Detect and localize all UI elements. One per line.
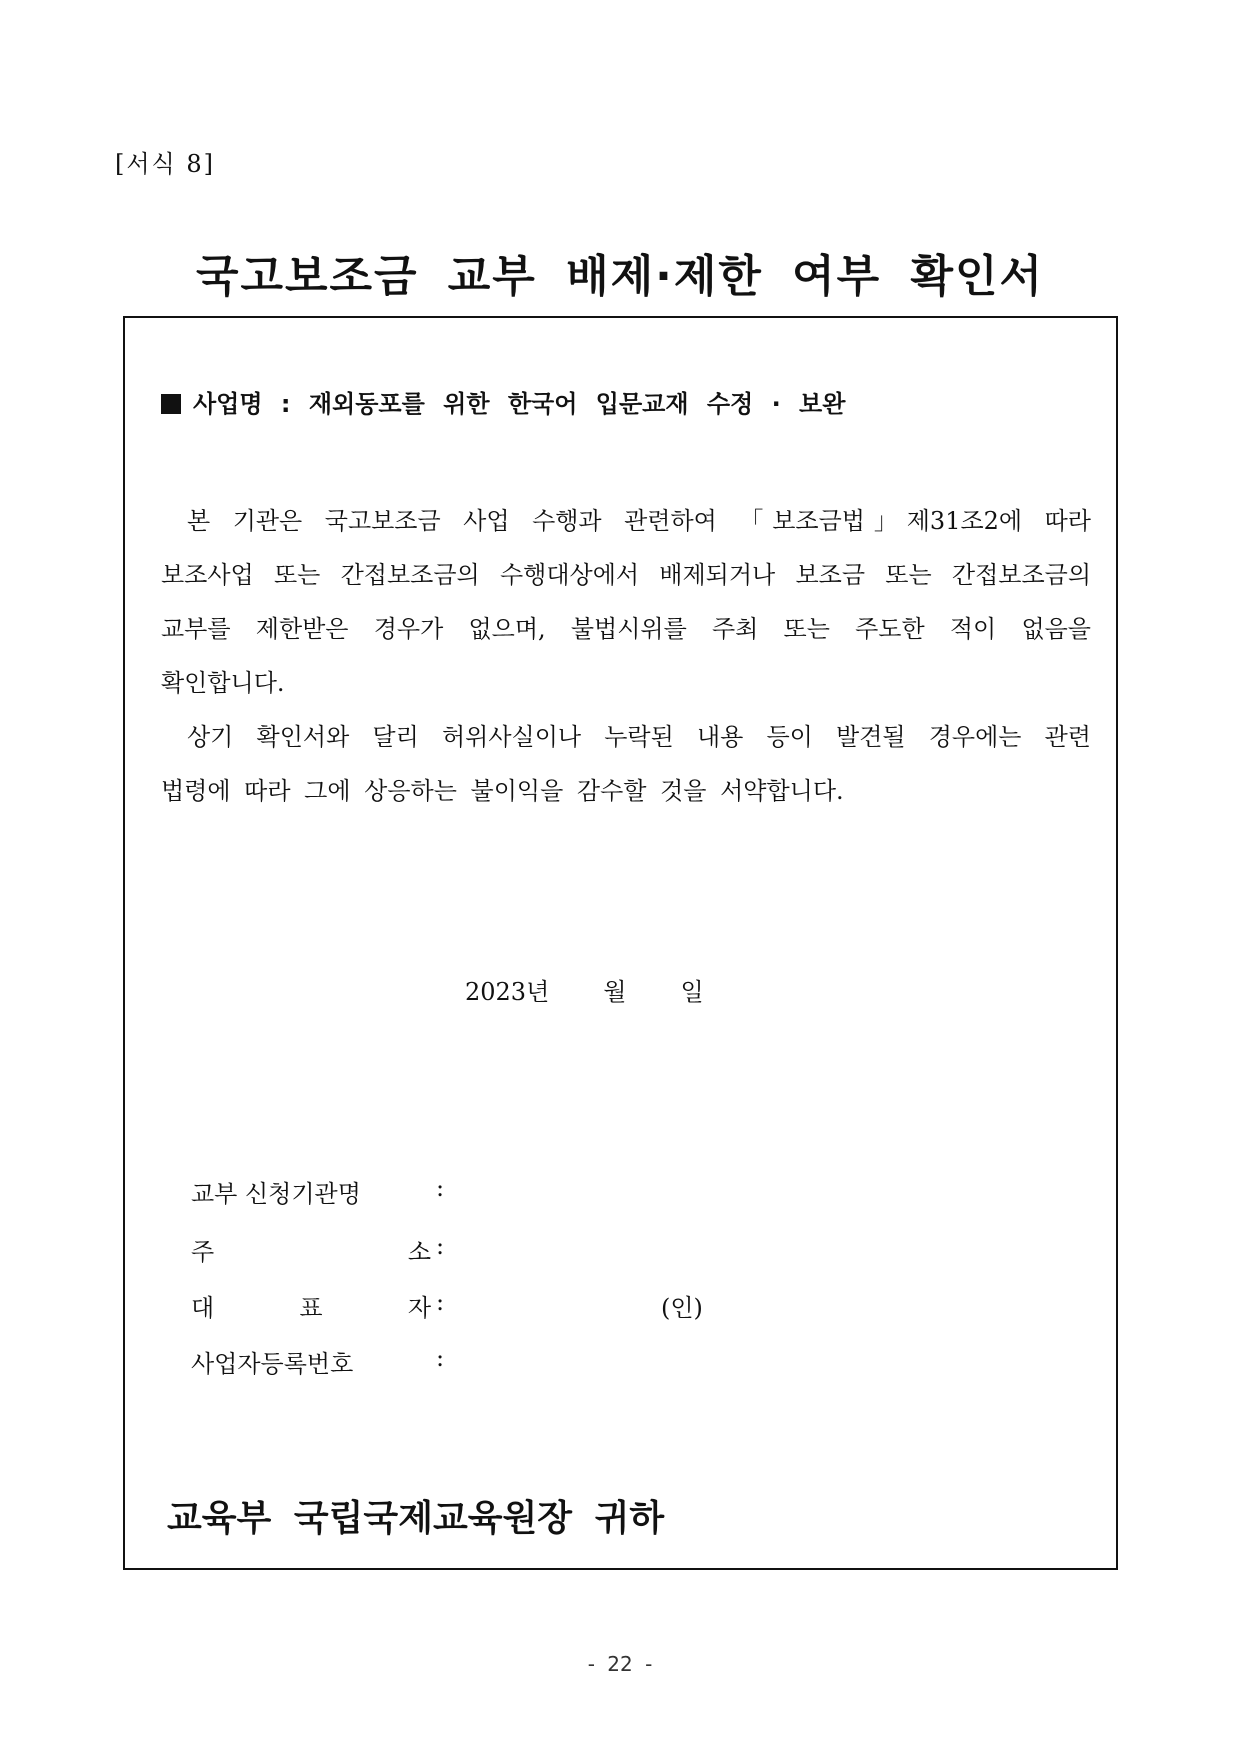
statement-paragraph-1 bbox=[161, 494, 1091, 710]
label-char: 자 bbox=[407, 1294, 431, 1322]
label-char: 대 bbox=[191, 1294, 215, 1322]
square-bullet-icon bbox=[161, 394, 181, 414]
project-label: 사업명 : 재외동포를 위한 한국어 입문교재 수정 · 보완 bbox=[193, 390, 846, 418]
statement-line: 교부를 제한받은 경우가 없으며, 불법시위를 주최 또는 주도한 적이 없음을 bbox=[161, 615, 1091, 643]
date-year: 2023년 bbox=[465, 978, 550, 1006]
document-title: 국고보조금 교부 배제·제한 여부 확인서 bbox=[195, 251, 1045, 302]
field-colon: : bbox=[436, 1288, 445, 1316]
form-number: [서식 8] bbox=[115, 150, 215, 178]
statement-line: 상기 확인서와 달리 허위사실이나 누락된 내용 등이 발견될 경우에는 관련 bbox=[187, 723, 1091, 751]
label-char: 표 bbox=[299, 1294, 323, 1322]
form-box bbox=[123, 316, 1118, 1570]
project-name bbox=[161, 384, 845, 419]
field-label bbox=[191, 1232, 431, 1267]
field-label: 교부 신청기관명 bbox=[191, 1180, 361, 1208]
statement-paragraph-2 bbox=[161, 710, 1091, 818]
field-colon: : bbox=[436, 1174, 445, 1202]
field-label bbox=[191, 1288, 431, 1323]
field-label: 사업자등록번호 bbox=[191, 1350, 354, 1378]
label-char: 소 bbox=[407, 1238, 431, 1266]
statement-line: 확인합니다. bbox=[161, 669, 285, 697]
date-day: 일 bbox=[680, 978, 704, 1006]
page-number: - 22 - bbox=[587, 1652, 653, 1676]
statement-line: 보조사업 또는 간접보조금의 수행대상에서 배제되거나 보조금 또는 간접보조금의 bbox=[161, 561, 1091, 589]
field-colon: : bbox=[436, 1232, 445, 1260]
label-char: 주 bbox=[191, 1238, 215, 1266]
addressee: 교육부 국립국제교육원장 귀하 bbox=[167, 1498, 665, 1539]
statement-line: 법령에 따라 그에 상응하는 불이익을 감수할 것을 서약합니다. bbox=[161, 777, 844, 805]
statement-line: 본 기관은 국고보조금 사업 수행과 관련하여 「보조금법」제31조2에 따라 bbox=[187, 507, 1091, 535]
field-colon: : bbox=[436, 1344, 445, 1372]
date-month: 월 bbox=[603, 978, 627, 1006]
date-line bbox=[465, 972, 704, 1007]
seal-mark: (인) bbox=[661, 1294, 703, 1322]
